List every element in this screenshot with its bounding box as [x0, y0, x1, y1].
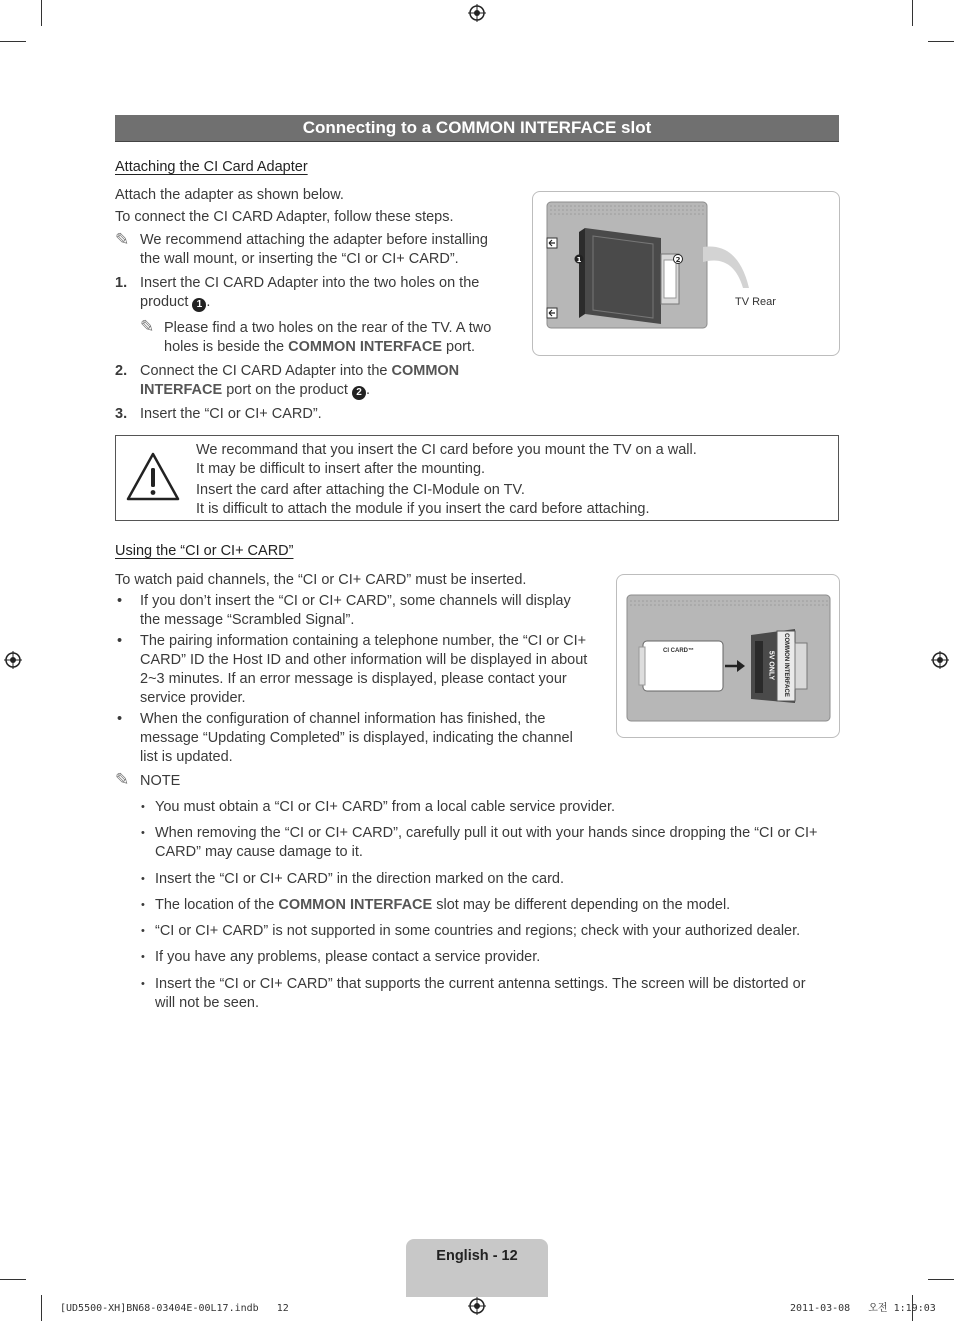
crop-mark: [0, 1279, 26, 1280]
common-interface-term: COMMON INTERFACE: [278, 897, 433, 913]
bullet-dot: •: [141, 873, 145, 885]
period: .: [206, 294, 211, 310]
warning-line-2: It may be difficult to insert after the mounting.: [196, 461, 486, 477]
step1-sub-line-2: [164, 338, 475, 357]
warning-triangle-icon: [125, 451, 181, 503]
five-volt-label: 5V ONLY: [767, 650, 775, 681]
note-item-7-line-2: will not be seen.: [155, 995, 259, 1011]
note-item-5: “CI or CI+ CARD” is not supported in some countries and regions; check with your authorized dealer.: [155, 923, 801, 939]
crop-mark: [41, 1295, 42, 1321]
crop-mark: [928, 1279, 954, 1280]
common-term: COMMON: [391, 363, 460, 379]
adapter-intro-1: Attach the adapter as shown below.: [115, 187, 344, 203]
warning-box: [115, 435, 839, 521]
adapter-note-line-1: We recommend attaching the adapter before installing: [140, 232, 488, 248]
step1-sub-text: holes is beside the: [164, 339, 285, 355]
common-interface-slot-label: COMMON INTERFACE: [783, 633, 789, 697]
note-item-1: You must obtain a “CI or CI+ CARD” from a local cable service provider.: [155, 799, 616, 815]
footer-timestamp: 2011-03-08 오전 1:19:03: [790, 1303, 936, 1314]
step2-line-2: [140, 381, 370, 400]
crop-mark: [928, 41, 954, 42]
registration-mark-icon: [468, 4, 486, 22]
interface-term: INTERFACE: [140, 382, 223, 398]
warning-line-3: Insert the card after attaching the CI-Module on TV.: [196, 482, 525, 498]
step-number: 1.: [115, 275, 128, 291]
step1-text: product: [140, 294, 189, 310]
step2-text: Connect the CI CARD Adapter into the: [140, 363, 388, 379]
ci-card-label: CI CARD™: [663, 648, 694, 654]
note-pencil-icon: ✎: [115, 770, 130, 789]
ci-card-figure: [616, 574, 840, 738]
ci-card-illustration: [617, 575, 839, 737]
bullet-dot: •: [117, 633, 123, 649]
using-intro: To watch paid channels, the “CI or CI+ CARD” must be inserted.: [115, 572, 527, 588]
bullet-dot: •: [117, 711, 123, 727]
adapter-heading: Attaching the CI Card Adapter: [115, 159, 308, 175]
registration-mark-icon: [931, 651, 949, 669]
using-bullet-3-line-1: When the configuration of channel information has finished, the: [140, 711, 546, 727]
period: .: [365, 382, 370, 398]
bullet-dot: •: [141, 925, 145, 937]
svg-text:2: 2: [675, 256, 681, 264]
adapter-intro-2: To connect the CI CARD Adapter, follow these steps.: [115, 209, 454, 225]
bullet-dot: •: [141, 951, 145, 963]
step2-line-1: [140, 362, 459, 381]
page-number-label: English - 12: [436, 1248, 518, 1264]
crop-mark: [912, 0, 913, 26]
common-interface-term: COMMON INTERFACE: [288, 339, 442, 355]
note-pencil-icon: ✎: [115, 230, 130, 249]
note-heading: NOTE: [140, 773, 181, 789]
using-bullet-2-line-1: The pairing information containing a telephone number, the “CI or CI+: [140, 633, 587, 649]
figure-label-tv-rear: TV Rear: [735, 296, 776, 308]
bullet-dot: •: [117, 593, 123, 609]
step-number: 3.: [115, 406, 128, 422]
section-title: Connecting to a COMMON INTERFACE slot: [115, 115, 839, 142]
page-number-tab: [406, 1239, 548, 1297]
step-number: 2.: [115, 363, 128, 379]
registration-mark-icon: [4, 651, 22, 669]
crop-mark: [0, 41, 26, 42]
tv-rear-illustration: [533, 192, 839, 355]
bullet-dot: •: [141, 827, 145, 839]
note-item-7-line-1: Insert the “CI or CI+ CARD” that supports the current antenna settings. The screen will be distorted or: [155, 976, 806, 992]
registration-mark-icon: [468, 1297, 486, 1315]
note-item-6: If you have any problems, please contact a service provider.: [155, 949, 541, 965]
svg-text:1: 1: [576, 256, 582, 264]
using-bullet-2-line-2: CARD” ID the Host ID and other information will be displayed in about: [140, 652, 588, 668]
step2-text-end: port on the product: [226, 382, 348, 398]
using-heading: Using the “CI or CI+ CARD”: [115, 543, 294, 559]
note-item-3: Insert the “CI or CI+ CARD” in the direction marked on the card.: [155, 871, 564, 887]
bullet-dot: •: [141, 899, 145, 911]
step1-line-1: Insert the CI CARD Adapter into the two holes on the: [140, 275, 480, 291]
using-bullet-2-line-4: service provider.: [140, 690, 246, 706]
note-item-2-line-2: CARD” may cause damage to it.: [155, 844, 363, 860]
bullet-dot: •: [141, 801, 145, 813]
bullet-dot: •: [141, 978, 145, 990]
crop-mark: [41, 0, 42, 26]
using-bullet-1-line-2: the message “Scrambled Signal”.: [140, 612, 355, 628]
tv-rear-figure: [532, 191, 840, 356]
using-bullet-1-line-1: If you don’t insert the “CI or CI+ CARD”, some channels will display: [140, 593, 571, 609]
note-item-4-text-end: slot may be different depending on the model.: [436, 897, 731, 913]
using-bullet-3-line-3: list is updated.: [140, 749, 233, 765]
step1-sub-text-end: port.: [446, 339, 476, 355]
footer-file-info: [UD5500-XH]BN68-03404E-00L17.indb 12: [60, 1303, 289, 1314]
note-pencil-icon: ✎: [140, 317, 155, 336]
step1-sub-line-1: Please find a two holes on the rear of the TV. A two: [164, 320, 492, 336]
marker-2: 2: [352, 386, 366, 400]
step1-line-2: [140, 293, 210, 312]
warning-line-1: We recommand that you insert the CI card before you mount the TV on a wall.: [196, 442, 697, 458]
note-item-4: [155, 896, 730, 915]
using-bullet-3-line-2: message “Updating Completed” is displayed, indicating the channel: [140, 730, 573, 746]
adapter-note-line-2: the wall mount, or inserting the “CI or CI+ CARD”.: [140, 251, 459, 267]
step3-text: Insert the “CI or CI+ CARD”.: [140, 406, 322, 422]
using-bullet-2-line-3: 2~3 minutes. If an error message is displayed, please contact your: [140, 671, 567, 687]
marker-1: 1: [192, 298, 206, 312]
note-item-2-line-1: When removing the “CI or CI+ CARD”, carefully pull it out with your hands since dropping the “CI or CI+: [155, 825, 818, 841]
note-item-4-text: The location of the: [155, 897, 275, 913]
warning-line-4: It is difficult to attach the module if you insert the card before attaching.: [196, 501, 650, 517]
